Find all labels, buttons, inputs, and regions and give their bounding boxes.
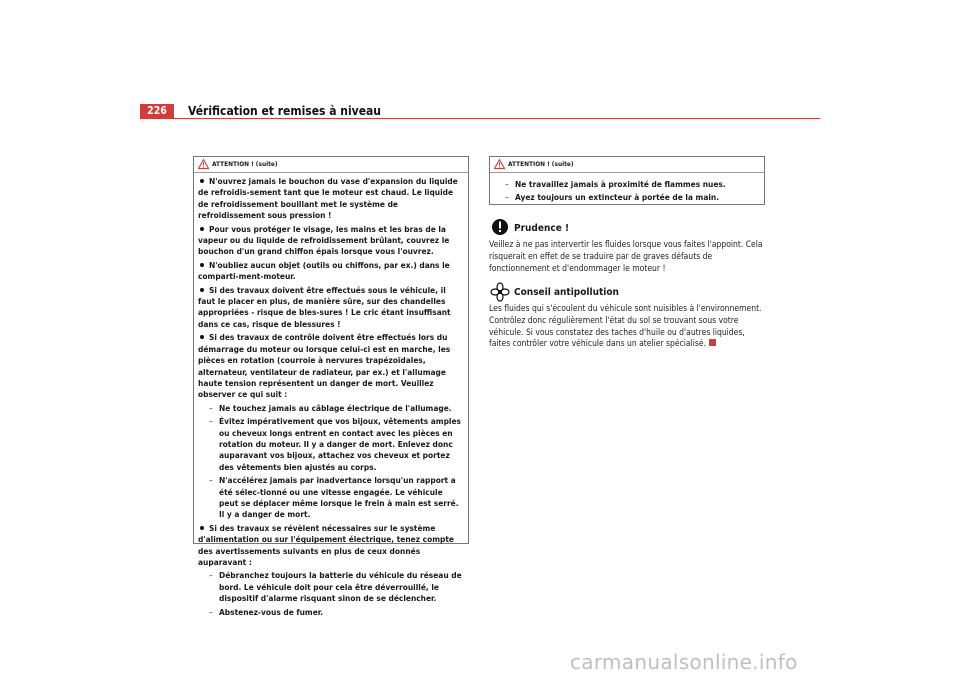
warning-body [490,173,764,204]
dash-bullet: – [505,179,509,189]
warning-item-text: Pour vous protéger le visage, les mains et les bras de la vapeur ou du liquide de refroidissement brûlant, couvrez le bouchon d'un grand chiffon épais lorsque vous l'ouvrez. [198,223,450,257]
warning-subitem-text: Abstenez-vous de fumer. [219,606,324,617]
bullet-dot [200,263,204,267]
warning-item-text: Si des travaux se révèlent nécessaires sur le système d'alimentation ou sur l'équipement électrique, tenez compte des avertissements suivants en plus de ceux donnés auparavant : [198,522,454,567]
warning-subitem [198,570,462,604]
warning-item-text: N'oubliez aucun objet (outils ou chiffons, par ex.) dans le comparti-ment-moteur. [198,259,450,282]
warning-subitem [494,192,758,203]
bullet-dot [200,526,204,530]
warning-subitem [198,475,462,521]
warning-item-text: Si des travaux de contrôle doivent être effectués lors du démarrage du moteur ou lorsque celui-ci est en marche, les pièces en rotation (courroie à nervures trapézoïdales, alternateur, ventilateur de radiateur, par ex.) et l'allumage haute tension représentent un danger de mort. Veuillez observer ce qui suit : [198,332,451,400]
warning-subitem [198,607,462,618]
exclamation-circle-icon [491,218,509,236]
warning-subitem-text: Débranchez toujours la batterie du véhicule du réseau de bord. Le véhicule doit pour cela être déverrouillé, le dispositif d'alarme risquant sinon de se déclencher. [219,570,462,604]
flower-icon [490,282,510,302]
warning-heading [194,157,468,173]
warning-subitem [494,179,758,190]
dash-bullet: – [505,192,509,203]
prudence-text: Veillez à ne pas intervertir les fluides lorsque vous faites l'appoint. Cela risquerait en effet de se traduire par de graves défauts de fonctionnement et d'endommager le moteur ! [489,240,763,274]
warning-heading [490,157,764,173]
warning-subitem-text: Ayez toujours un extincteur à portée de la main. [515,192,720,203]
bullet-dot [200,227,204,231]
warning-triangle-icon [198,159,209,169]
dash-bullet: – [209,606,213,617]
page-header [140,104,820,124]
warning-item-text: Si des travaux doivent être effectués sous le véhicule, il faut le placer en plus, de manière sûre, sur des chandelles appropriées - risque de bles-sures ! Le cric étant insuffisant dans ce cas, risque de blessures ! [198,284,451,329]
warning-box-left [193,156,469,617]
warning-box-right [489,156,765,205]
warning-item [198,224,462,258]
warning-subitem-text: N'accélérez jamais par inadvertance lorsqu'un rapport a été sélec-tionné ou une vitesse engagée. Le véhicule peut se déplacer même lorsque le frein à main est serré. Il y a danger de mort. [219,475,459,520]
warning-subitem [198,416,462,473]
dash-bullet: – [209,416,213,427]
bullet-dot [200,179,204,183]
warning-subitem-text: Ne travaillez jamais à proximité de flammes nues. [515,179,726,189]
warning-heading-label: ATTENTION ! (suite) [508,160,574,168]
warning-item [198,523,462,569]
bullet-dot [200,288,204,292]
warning-subitem-text: Évitez impérativement que vos bijoux, vêtements amples ou cheveux longs entrent en contact avec les pièces en rotation du moteur. Il y a danger de mort. Enlevez donc auparavant vos bijoux, attachez vos cheveux et portez des vêtements bien ajustés au corps. [219,416,461,472]
environment-text [489,304,765,351]
warning-subitem-text: Ne touchez jamais au câblage électrique de l'allumage. [219,402,452,413]
warning-item [198,285,462,331]
environment-title [489,286,765,300]
dash-bullet: – [209,570,213,581]
prudence-title-text: Prudence ! [514,223,570,234]
warning-subitem [198,403,462,414]
bullet-dot [200,335,204,339]
header-rule [174,118,820,119]
prudence-section [489,222,765,275]
environment-title-text: Conseil antipollution [514,287,619,298]
warning-item-text: N'ouvrez jamais le bouchon du vase d'expansion du liquide de refroidis-sement tant que le moteur est chaud. Le liquide de refroidissement bouillant met le système de refroidissement sous pression ! [198,176,458,221]
warning-triangle-icon [494,159,505,169]
warning-body [194,173,468,618]
environment-text-body: Les fluides qui s'écoulent du véhicule sont nuisibles à l'environnement. Contrôlez donc régulièrement l'état du sol se trouvant sous votre véhicule. Si vous constatez des taches d'huile ou d'autres liquides, faites contrôler votre véhicule dans un atelier spécialisé. [489,304,762,350]
dash-bullet: – [209,475,213,486]
prudence-title [489,222,765,236]
warning-item [198,176,462,222]
warning-item [198,260,462,283]
end-of-section-mark [709,339,716,346]
dash-bullet: – [209,402,213,413]
page-title: Vérification et remises à niveau [188,104,381,118]
warning-item [198,332,462,400]
environment-section [489,286,765,351]
page-number: 226 [140,104,174,119]
watermark: carmanualsonline.info [570,650,798,674]
warning-heading-label: ATTENTION ! (suite) [212,160,278,168]
